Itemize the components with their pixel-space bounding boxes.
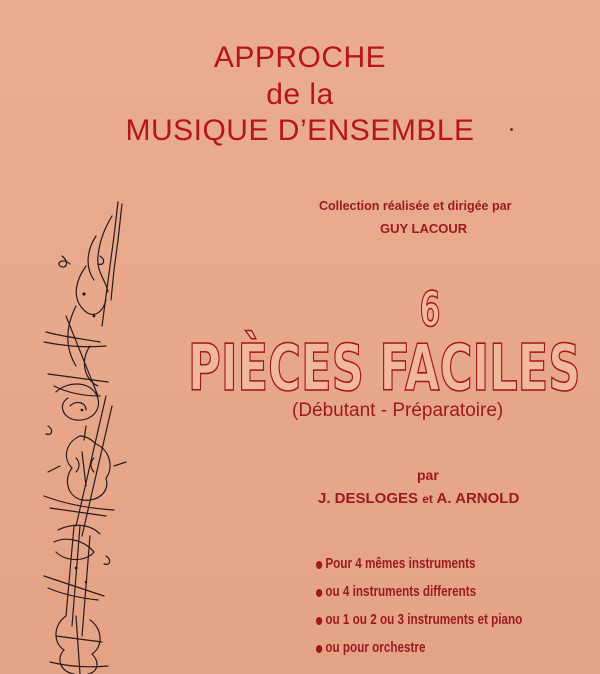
option-label: ou 4 instruments differents (325, 583, 477, 600)
bullet-icon (316, 589, 322, 597)
option-item (316, 639, 522, 667)
authors-line (318, 490, 519, 507)
option-item (316, 611, 522, 639)
bullet-icon (316, 561, 322, 569)
bullet-icon (316, 617, 322, 625)
director-name: GUY LACOUR (380, 221, 468, 236)
option-label: ou 1 ou 2 ou 3 instruments et piano (325, 611, 523, 628)
option-item (316, 583, 522, 611)
piece-count: 6 (419, 282, 441, 338)
author-1: J. DESLOGES (318, 490, 419, 507)
level-subtitle: (Débutant - Préparatoire) (292, 400, 504, 421)
author-conjunction: et (422, 492, 433, 506)
bullet-icon (316, 645, 322, 653)
option-label: ou pour orchestre (325, 639, 426, 656)
instrumentation-options (316, 555, 581, 667)
by-label: par (417, 467, 439, 483)
series-title-line-1: APPROCHE (213, 41, 387, 74)
series-title-line-2: de la (266, 78, 334, 111)
musical-instruments-sketch-icon (36, 196, 136, 674)
series-title-line-3: MUSIQUE D’ENSEMBLE (125, 114, 475, 147)
option-item (316, 555, 522, 583)
author-2: A. ARNOLD (436, 490, 520, 507)
collection-credit: Collection réalisée et dirigée par (319, 199, 512, 213)
work-title: PIÈCES FACILES (188, 332, 581, 406)
ink-speck (510, 128, 513, 131)
option-label: Pour 4 mêmes instruments (325, 555, 476, 572)
